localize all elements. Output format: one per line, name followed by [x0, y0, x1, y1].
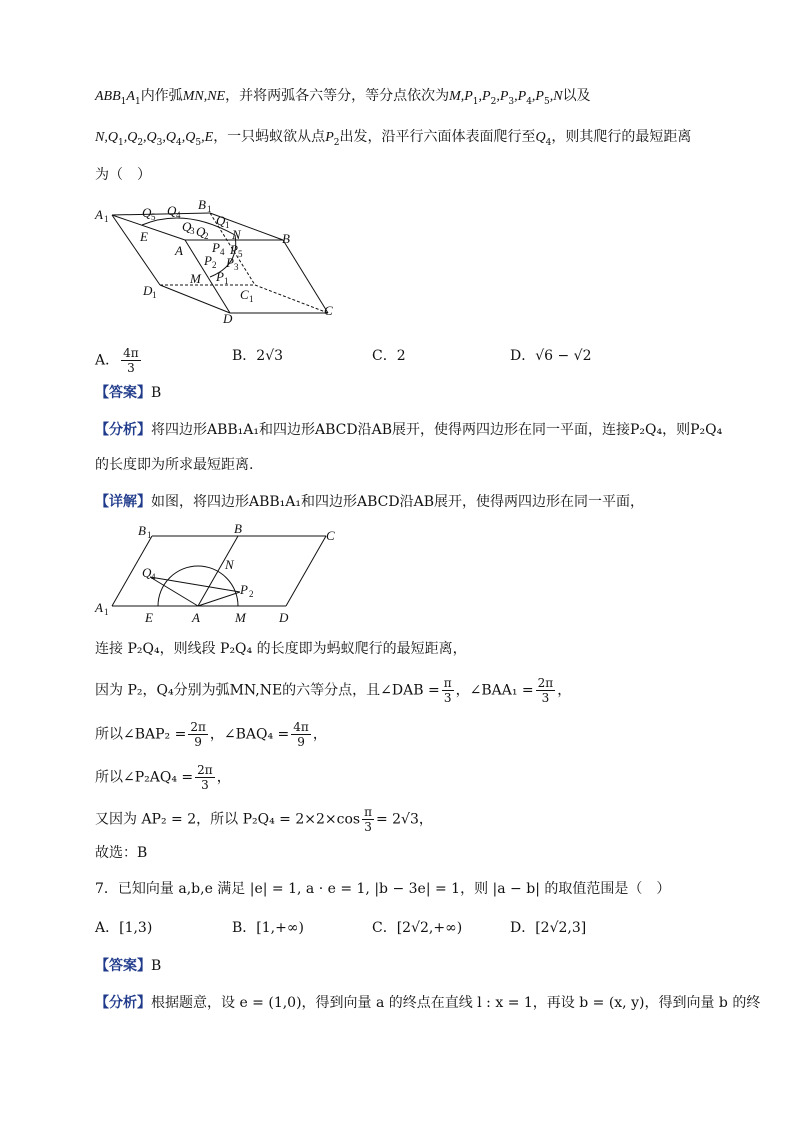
quad-label-end: A	[126, 89, 135, 104]
analysis-line-2: 的长度即为所求最短距离.	[95, 457, 254, 473]
text-segment: 所以∠BAP₂ =	[95, 726, 187, 743]
label-B1: B	[198, 197, 206, 212]
label-D1: D	[143, 283, 153, 298]
answer-line-1	[95, 383, 161, 403]
q7-option-c: C．[2√2,+∞)	[372, 920, 463, 936]
svg-text:1: 1	[152, 290, 157, 300]
fraction-numerator: 4π	[293, 720, 309, 734]
text-segment: 所以∠P₂AQ₄ =	[95, 769, 194, 786]
point-label: ,P	[496, 89, 509, 104]
text-segment: ，一只蚂蚁欲从点	[213, 129, 326, 145]
svg-text:1: 1	[249, 294, 254, 304]
svg-text:2: 2	[249, 589, 254, 599]
q7-option-a: A．[1,3)	[95, 920, 153, 936]
fraction	[195, 763, 215, 792]
label-B1: B	[138, 523, 146, 538]
detail-text: 如图，将四边形ABB₁A₁和四边形ABCD沿AB展开，使得两四边形在同一平面，	[151, 494, 645, 510]
fraction	[188, 720, 208, 749]
label-P3: P	[226, 255, 234, 270]
label-P2: P	[240, 582, 248, 597]
question-7-text: 7．已知向量 a,b,e 满足 |e| = 1, a · e = 1, |b − 3e| = 1，则 |a − b| 的取值范围是（ ）	[95, 881, 671, 897]
label-C: C	[326, 528, 335, 543]
svg-text:3: 3	[234, 262, 239, 272]
label-B: B	[234, 522, 242, 536]
answer-tag: 【答案】	[95, 958, 151, 974]
svg-text:2: 2	[204, 231, 209, 241]
point-label: ,N	[549, 89, 563, 104]
label-P2: P	[204, 253, 212, 268]
answer-line-2	[95, 956, 161, 976]
option-d: D．√6 − √2	[510, 348, 592, 364]
fraction-denominator: 3	[541, 691, 550, 705]
point-label: ,Q	[143, 130, 157, 145]
svg-text:1: 1	[104, 607, 109, 617]
point-label: P	[325, 130, 334, 145]
point-label: ,P	[514, 89, 527, 104]
fraction	[362, 805, 374, 834]
label-Q1: Q	[216, 213, 226, 228]
fraction-denominator: 3	[201, 778, 209, 792]
arc-label: MN,NE	[182, 89, 226, 104]
fraction-numerator: 2π	[190, 720, 206, 734]
text-segment: ，则其爬行的最短距离	[551, 129, 692, 145]
fraction-denominator: 3	[364, 820, 372, 834]
option-b: B．2√3	[232, 348, 284, 364]
text-segment: ，∠BAQ₄ =	[209, 726, 290, 743]
analysis-text: 将四边形ABB₁A₁和四边形ABCD沿AB展开，使得两四边形在同一平面，连接P₂Q₄，则P₂Q₄	[151, 422, 723, 438]
analysis-line-3	[95, 993, 760, 1013]
point-label: ,Q	[181, 130, 196, 145]
detail-line-1	[95, 492, 644, 512]
label-D: D	[223, 311, 233, 325]
text-segment: = 2√3，	[375, 811, 433, 828]
svg-text:4: 4	[176, 210, 181, 220]
text-segment: ，∠BAA₁ =	[455, 682, 534, 699]
label-C: C	[324, 303, 333, 318]
analysis-text: 根据题意，设 e = (1,0)，得到向量 a 的终点在直线 l : x = 1，再设 b = (x, y)，得到向量 b 的终	[151, 995, 761, 1011]
label-P5: P	[230, 242, 238, 257]
fraction-denominator: 9	[297, 735, 305, 749]
point-label: N,Q	[95, 130, 118, 145]
answer-value: B	[151, 385, 162, 401]
q7-option-d: D．[2√2,3]	[510, 920, 587, 936]
point-label: ,Q	[162, 130, 177, 145]
svg-text:1: 1	[224, 276, 229, 286]
solution-line-5	[95, 805, 433, 834]
label-M: M	[190, 271, 201, 286]
svg-text:1: 1	[207, 204, 212, 214]
label-A: A	[175, 243, 183, 258]
text-segment: 又因为 AP₂ = 2，所以 P₂Q₄ = 2×2×cos	[95, 811, 361, 828]
fraction	[291, 720, 311, 749]
text-segment: ，并将两弧各六等分，等分点依次为	[225, 88, 450, 104]
label-N: N	[225, 557, 234, 572]
label-A1: A	[95, 600, 103, 615]
problem-text-line-2: $N,Q_1,Q_2,Q_3,Q_4,Q_5,E$，一只蚂蚁欲从点$P_2$出发，沿平行六面体表面爬行至$Q_4$，则其爬行的最短距离	[95, 129, 692, 148]
quad-label: ABB	[95, 89, 121, 104]
svg-text:4: 4	[220, 247, 225, 257]
label-E: E	[145, 610, 153, 625]
parallelepiped-figure	[90, 195, 350, 325]
label-D: D	[279, 610, 289, 625]
svg-text:1: 1	[225, 220, 230, 230]
fraction	[536, 676, 556, 705]
option-a	[95, 346, 143, 375]
analysis-line-1	[95, 420, 722, 440]
point-label: ,Q	[123, 130, 138, 145]
point-label: ,P	[531, 89, 544, 104]
point-label: M,P	[449, 89, 473, 104]
svg-text:3: 3	[190, 226, 195, 236]
analysis-tag: 【分析】	[95, 995, 151, 1011]
text-segment: ，	[312, 726, 327, 743]
label-P1: P	[216, 269, 224, 284]
svg-text:5: 5	[151, 212, 156, 222]
fraction-numerator: π	[364, 805, 372, 819]
fraction-denominator: 3	[443, 691, 452, 705]
analysis-tag: 【分析】	[95, 422, 151, 438]
solution-line-6: 故选：B	[95, 845, 148, 861]
point-label: ,E	[201, 130, 214, 145]
label-B: B	[282, 231, 290, 246]
fraction-numerator: 4π	[123, 346, 139, 360]
label-Q4: Q	[167, 203, 177, 218]
answer-tag: 【答案】	[95, 385, 151, 401]
label-E: E	[140, 229, 148, 244]
text-segment: ，	[216, 769, 231, 786]
label-Q5: Q	[142, 205, 152, 220]
solution-line-4	[95, 763, 231, 792]
text-segment: 因为 P₂，Q₄分别为弧MN,NE的六等分点，且∠DAB =	[95, 682, 440, 699]
fraction	[442, 676, 454, 705]
label-M: M	[235, 610, 246, 625]
fraction-denominator: 9	[194, 735, 202, 749]
text-segment: 以及	[562, 88, 591, 104]
svg-text:2: 2	[212, 260, 217, 270]
unfolded-figure	[90, 522, 350, 627]
solution-line-1: 连接 P₂Q₄，则线段 P₂Q₄ 的长度即为蚂蚁爬行的最短距离，	[95, 641, 467, 657]
text-segment: 出发，沿平行六面体表面爬行至	[339, 129, 536, 145]
fraction-denominator: 3	[127, 361, 135, 375]
label-Q3: Q	[182, 219, 192, 234]
svg-text:5: 5	[238, 249, 243, 259]
fraction-numerator: π	[443, 676, 452, 690]
label-C1: C	[240, 287, 249, 302]
svg-text:1: 1	[147, 530, 152, 540]
label-A1: A	[95, 207, 103, 222]
svg-text:4: 4	[151, 572, 156, 582]
label-Q4: Q	[142, 565, 152, 580]
q7-option-b: B．[1,+∞)	[232, 920, 304, 936]
answer-value: B	[151, 958, 162, 974]
label-P4: P	[212, 240, 220, 255]
solution-line-2	[95, 676, 571, 705]
label-N: N	[232, 227, 241, 242]
option-a-letter: A．	[95, 352, 120, 369]
point-label: Q	[535, 130, 546, 145]
option-a-fraction	[121, 346, 141, 375]
point-label: ,P	[478, 89, 491, 104]
label-A: A	[192, 610, 200, 625]
option-c: C．2	[372, 348, 406, 364]
fraction-numerator: 2π	[197, 763, 213, 777]
detail-tag: 【详解】	[95, 494, 151, 510]
solution-line-3	[95, 720, 327, 749]
problem-text-line-3: 为（ ）	[95, 167, 151, 183]
fraction-numerator: 2π	[537, 676, 554, 690]
text-segment: ，	[557, 682, 572, 699]
svg-text:1: 1	[104, 214, 109, 224]
label-Q2: Q	[196, 224, 206, 239]
text-segment: 内作弧	[140, 88, 183, 104]
problem-text-line-1: $ABB_1A_1$内作弧MN,NE，并将两弧各六等分，等分点依次为$M,P_1,P_2,P_3,P_4,P_5,N$以及	[95, 88, 591, 107]
